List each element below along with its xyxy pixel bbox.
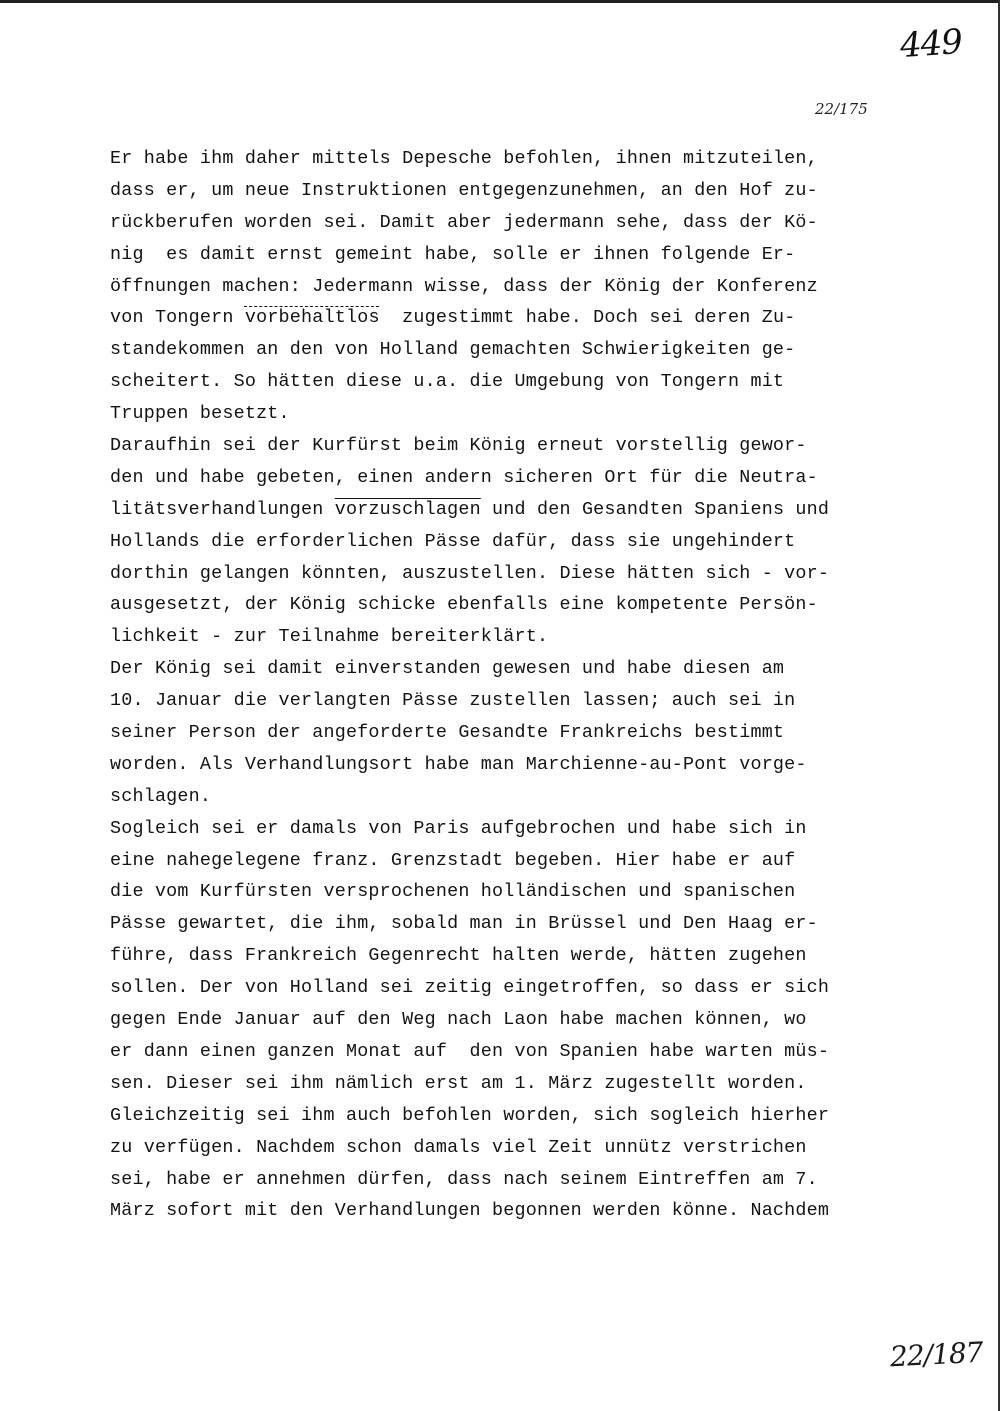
text-line-10: Daraufhin sei der Kurfürst beim König erneut vorstellig gewor- [110,435,807,457]
text-line-3: rückberufen worden sei. Damit aber jedermann sehe, dass der Kö- [110,211,818,233]
text-line-13: Hollands die erforderlichen Pässe dafür, dass sie ungehindert [110,530,796,552]
text-line-12-end: und den Gesandten Spaniens und [480,498,830,520]
text-line-14: dorthin gelangen könnten, auszustellen. Diese hätten sich - vor- [110,562,830,584]
text-line-5: öffnungen machen: Jedermann wisse, dass der König der Konferenz [110,275,818,297]
text-line-16: lichkeit - zur Teilnahme bereiterklärt. [110,626,549,648]
text-line-11: den und habe gebeten, einen andern sicheren Ort für die Neutra- [110,466,818,488]
text-line-15: ausgesetzt, der König schicke ebenfalls eine kompetente Persön- [110,594,818,616]
text-line-7: standekommen an den von Holland gemachten Schwierigkeiten ge- [110,339,796,361]
text-line-22: Sogleich sei er damals von Paris aufgebrochen und habe sich in [110,817,807,839]
text-line-32: zu verfügen. Nachdem schon damals viel Zeit unnütz verstrichen [110,1136,807,1158]
text-line-1: Er habe ihm daher mittels Depesche befohlen, ihnen mitzuteilen, [110,148,818,169]
text-line-29: er dann einen ganzen Monat auf den von Spanien habe warten müs- [110,1040,830,1062]
text-line-12-start: litätsverhandlungen [110,498,335,520]
text-line-6-start: von Tongern [110,307,245,329]
text-line-33: sei, habe er annehmen dürfen, dass nach seinem Eintreffen am 7. [110,1168,818,1190]
text-line-28: gegen Ende Januar auf den Weg nach Laon habe machen können, wo [110,1009,807,1031]
text-line-4: nig es damit ernst gemeint habe, solle er ihnen folgende Er- [110,243,796,265]
text-line-26: führe, dass Frankreich Gegenrecht halten werde, hätten zugehen [110,945,807,967]
text-line-23: eine nahegelegene franz. Grenzstadt begeben. Hier habe er auf [110,849,796,871]
text-line-9: Truppen besetzt. [110,403,290,425]
page-number: 22/175 [815,100,868,118]
text-line-8: scheitert. So hätten diese u.a. die Umgebung von Tongern mit [110,371,785,393]
text-line-20: worden. Als Verhandlungsort habe man Marchienne-au-Pont vorge- [110,753,807,775]
text-line-31: Gleichzeitig sei ihm auch befohlen worden, sich sogleich hierher [110,1104,830,1126]
marked-word-vorbehaltlos: vorbehaltlos [244,307,380,329]
text-line-6-end: zugestimmt habe. Doch sei deren Zu- [379,307,796,329]
marked-word-vorzuschlagen: vorzuschlagen [334,498,481,520]
text-line-30: sen. Dieser sei ihm nämlich erst am 1. März zugestellt worden. [110,1072,807,1094]
text-line-34: März sofort mit den Verhandlungen begonnen werden könne. Nachdem [110,1200,830,1222]
text-line-27: sollen. Der von Holland sei zeitig eingetroffen, so dass er sich [110,977,830,999]
text-line-25: Pässe gewartet, die ihm, sobald man in Brüssel und Den Haag er- [110,913,818,935]
text-line-12 [110,494,900,526]
text-line-2: dass er, um neue Instruktionen entgegenzunehmen, an den Hof zu- [110,179,818,201]
handwritten-folio-number: 449 [898,21,964,67]
text-line-17: Der König sei damit einverstanden gewesen und habe diesen am [110,658,785,680]
text-line-24: die vom Kurfürsten versprochenen holländischen und spanischen [110,881,796,903]
text-line-21: schlagen. [110,785,212,807]
text-line-19: seiner Person der angeforderte Gesandte Frankreichs bestimmt [110,722,785,744]
body-text [110,143,900,1227]
text-line-18: 10. Januar die verlangten Pässe zustellen lassen; auch sei in [110,690,796,712]
handwritten-archive-number: 22/187 [889,1335,984,1374]
scan-top-edge [0,0,1000,3]
text-line-6 [110,302,900,334]
